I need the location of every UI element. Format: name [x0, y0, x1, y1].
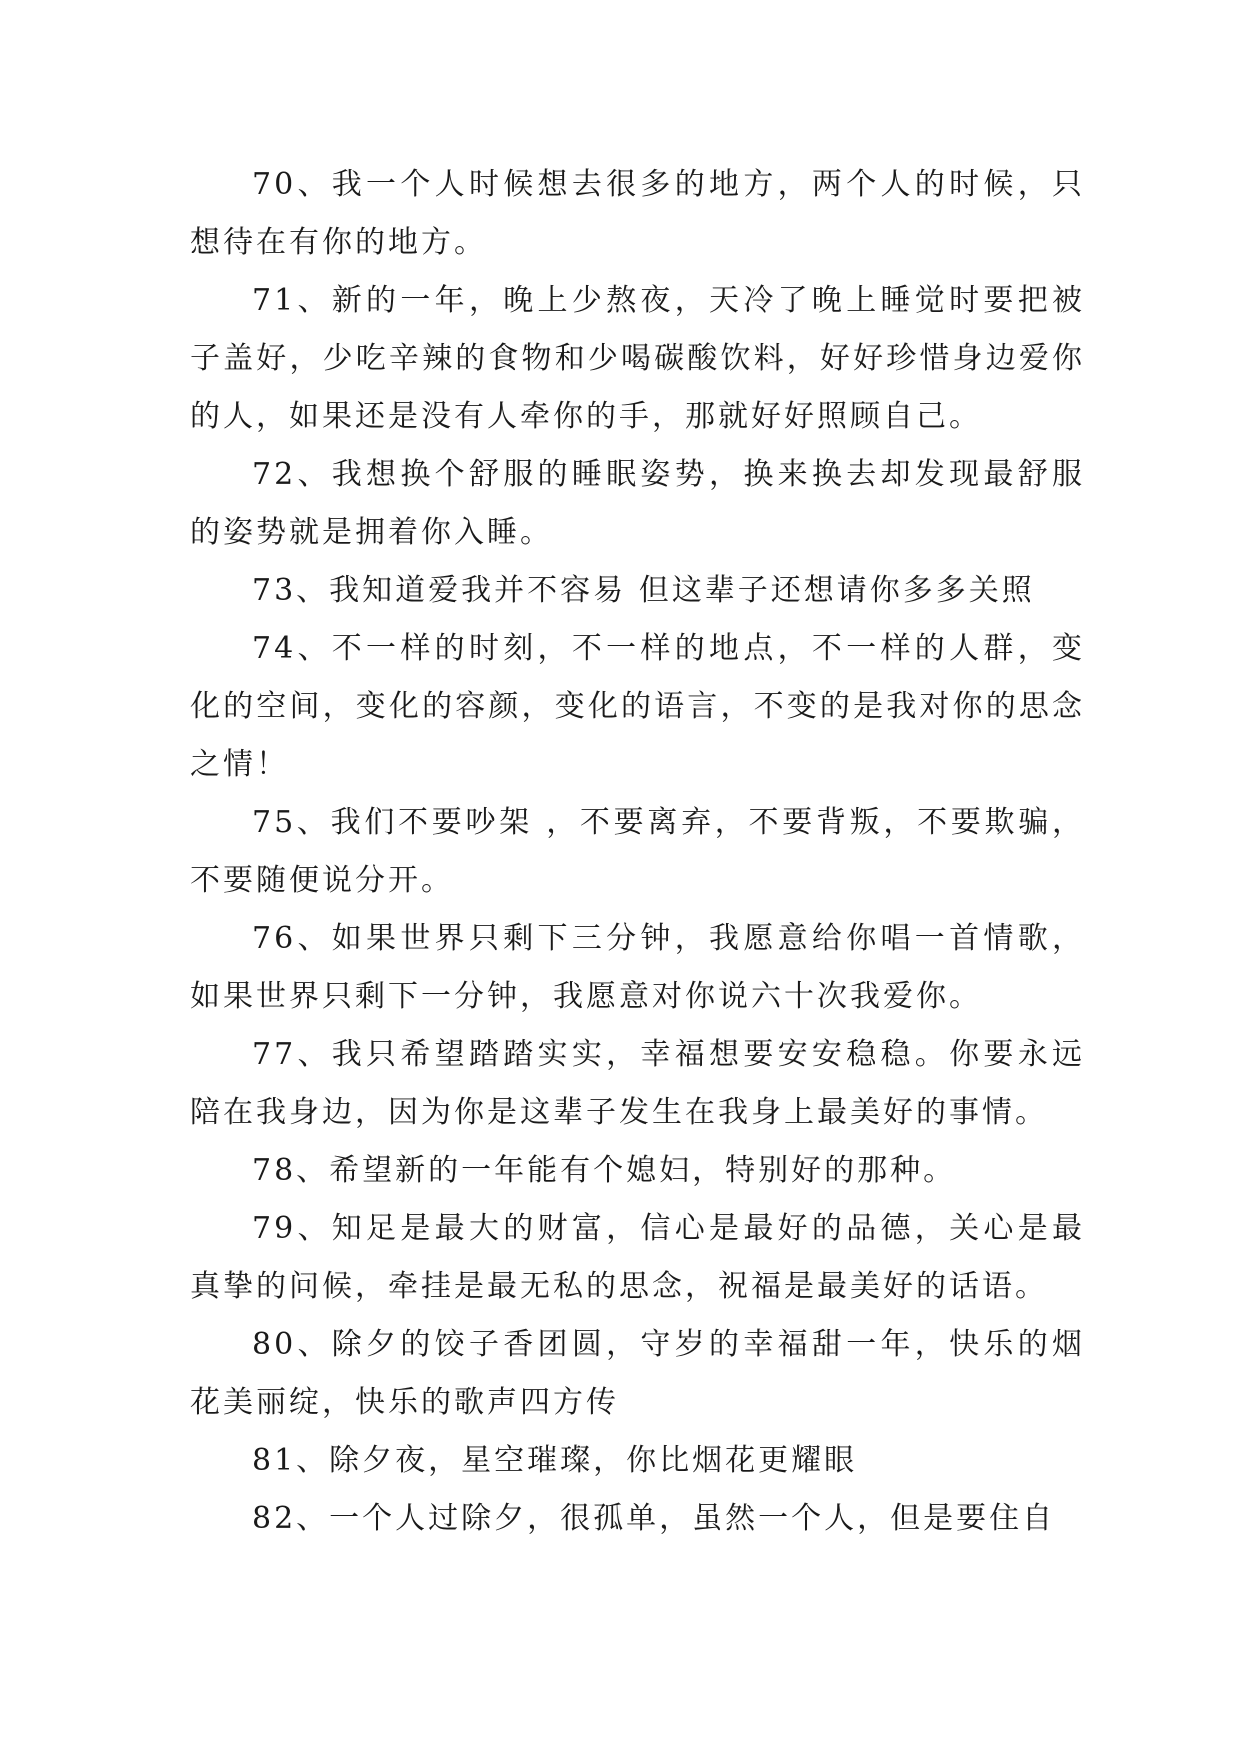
paragraph-77: 77、我只希望踏踏实实，幸福想要安安稳稳。你要永远陪在我身边，因为你是这辈子发生在我身上最美好的事情。 — [190, 1037, 1085, 1130]
paragraph-75: 75、我们不要吵架 ，不要离弃，不要背叛，不要欺骗，不要随便说分开。 — [190, 805, 1085, 898]
paragraph-82: 82、一个人过除夕，很孤单，虽然一个人，但是要住自 — [252, 1501, 1056, 1536]
paragraph-79: 79、知足是最大的财富，信心是最好的品德，关心是最真挚的问候，牵挂是最无私的思念，祝福是最美好的话语。 — [190, 1211, 1085, 1304]
paragraph-71: 71、新的一年，晚上少熬夜，天冷了晚上睡觉时要把被子盖好，少吃辛辣的食物和少喝碳酸饮料，好好珍惜身边爱你的人，如果还是没有人牵你的手，那就好好照顾自己。 — [190, 283, 1085, 434]
paragraph-76: 76、如果世界只剩下三分钟，我愿意给你唱一首情歌，如果世界只剩下一分钟，我愿意对你说六十次我爱你。 — [190, 921, 1085, 1014]
paragraph-72: 72、我想换个舒服的睡眠姿势，换来换去却发现最舒服的姿势就是拥着你入睡。 — [190, 457, 1085, 550]
paragraph-70: 70、我一个人时候想去很多的地方，两个人的时候，只想待在有你的地方。 — [190, 167, 1085, 260]
paragraph-73: 73、我知道爱我并不容易 但这辈子还想请你多多关照 — [252, 573, 1035, 608]
paragraph-81: 81、除夕夜，星空璀璨，你比烟花更耀眼 — [252, 1443, 858, 1478]
paragraph-74: 74、不一样的时刻，不一样的地点，不一样的人群，变化的空间，变化的容颜，变化的语言，不变的是我对你的思念之情！ — [190, 631, 1085, 782]
paragraph-80: 80、除夕的饺子香团圆，守岁的幸福甜一年，快乐的烟花美丽绽，快乐的歌声四方传 — [190, 1327, 1085, 1420]
paragraph-78: 78、希望新的一年能有个媳妇，特别好的那种。 — [252, 1153, 957, 1188]
document-body — [190, 156, 1085, 1548]
